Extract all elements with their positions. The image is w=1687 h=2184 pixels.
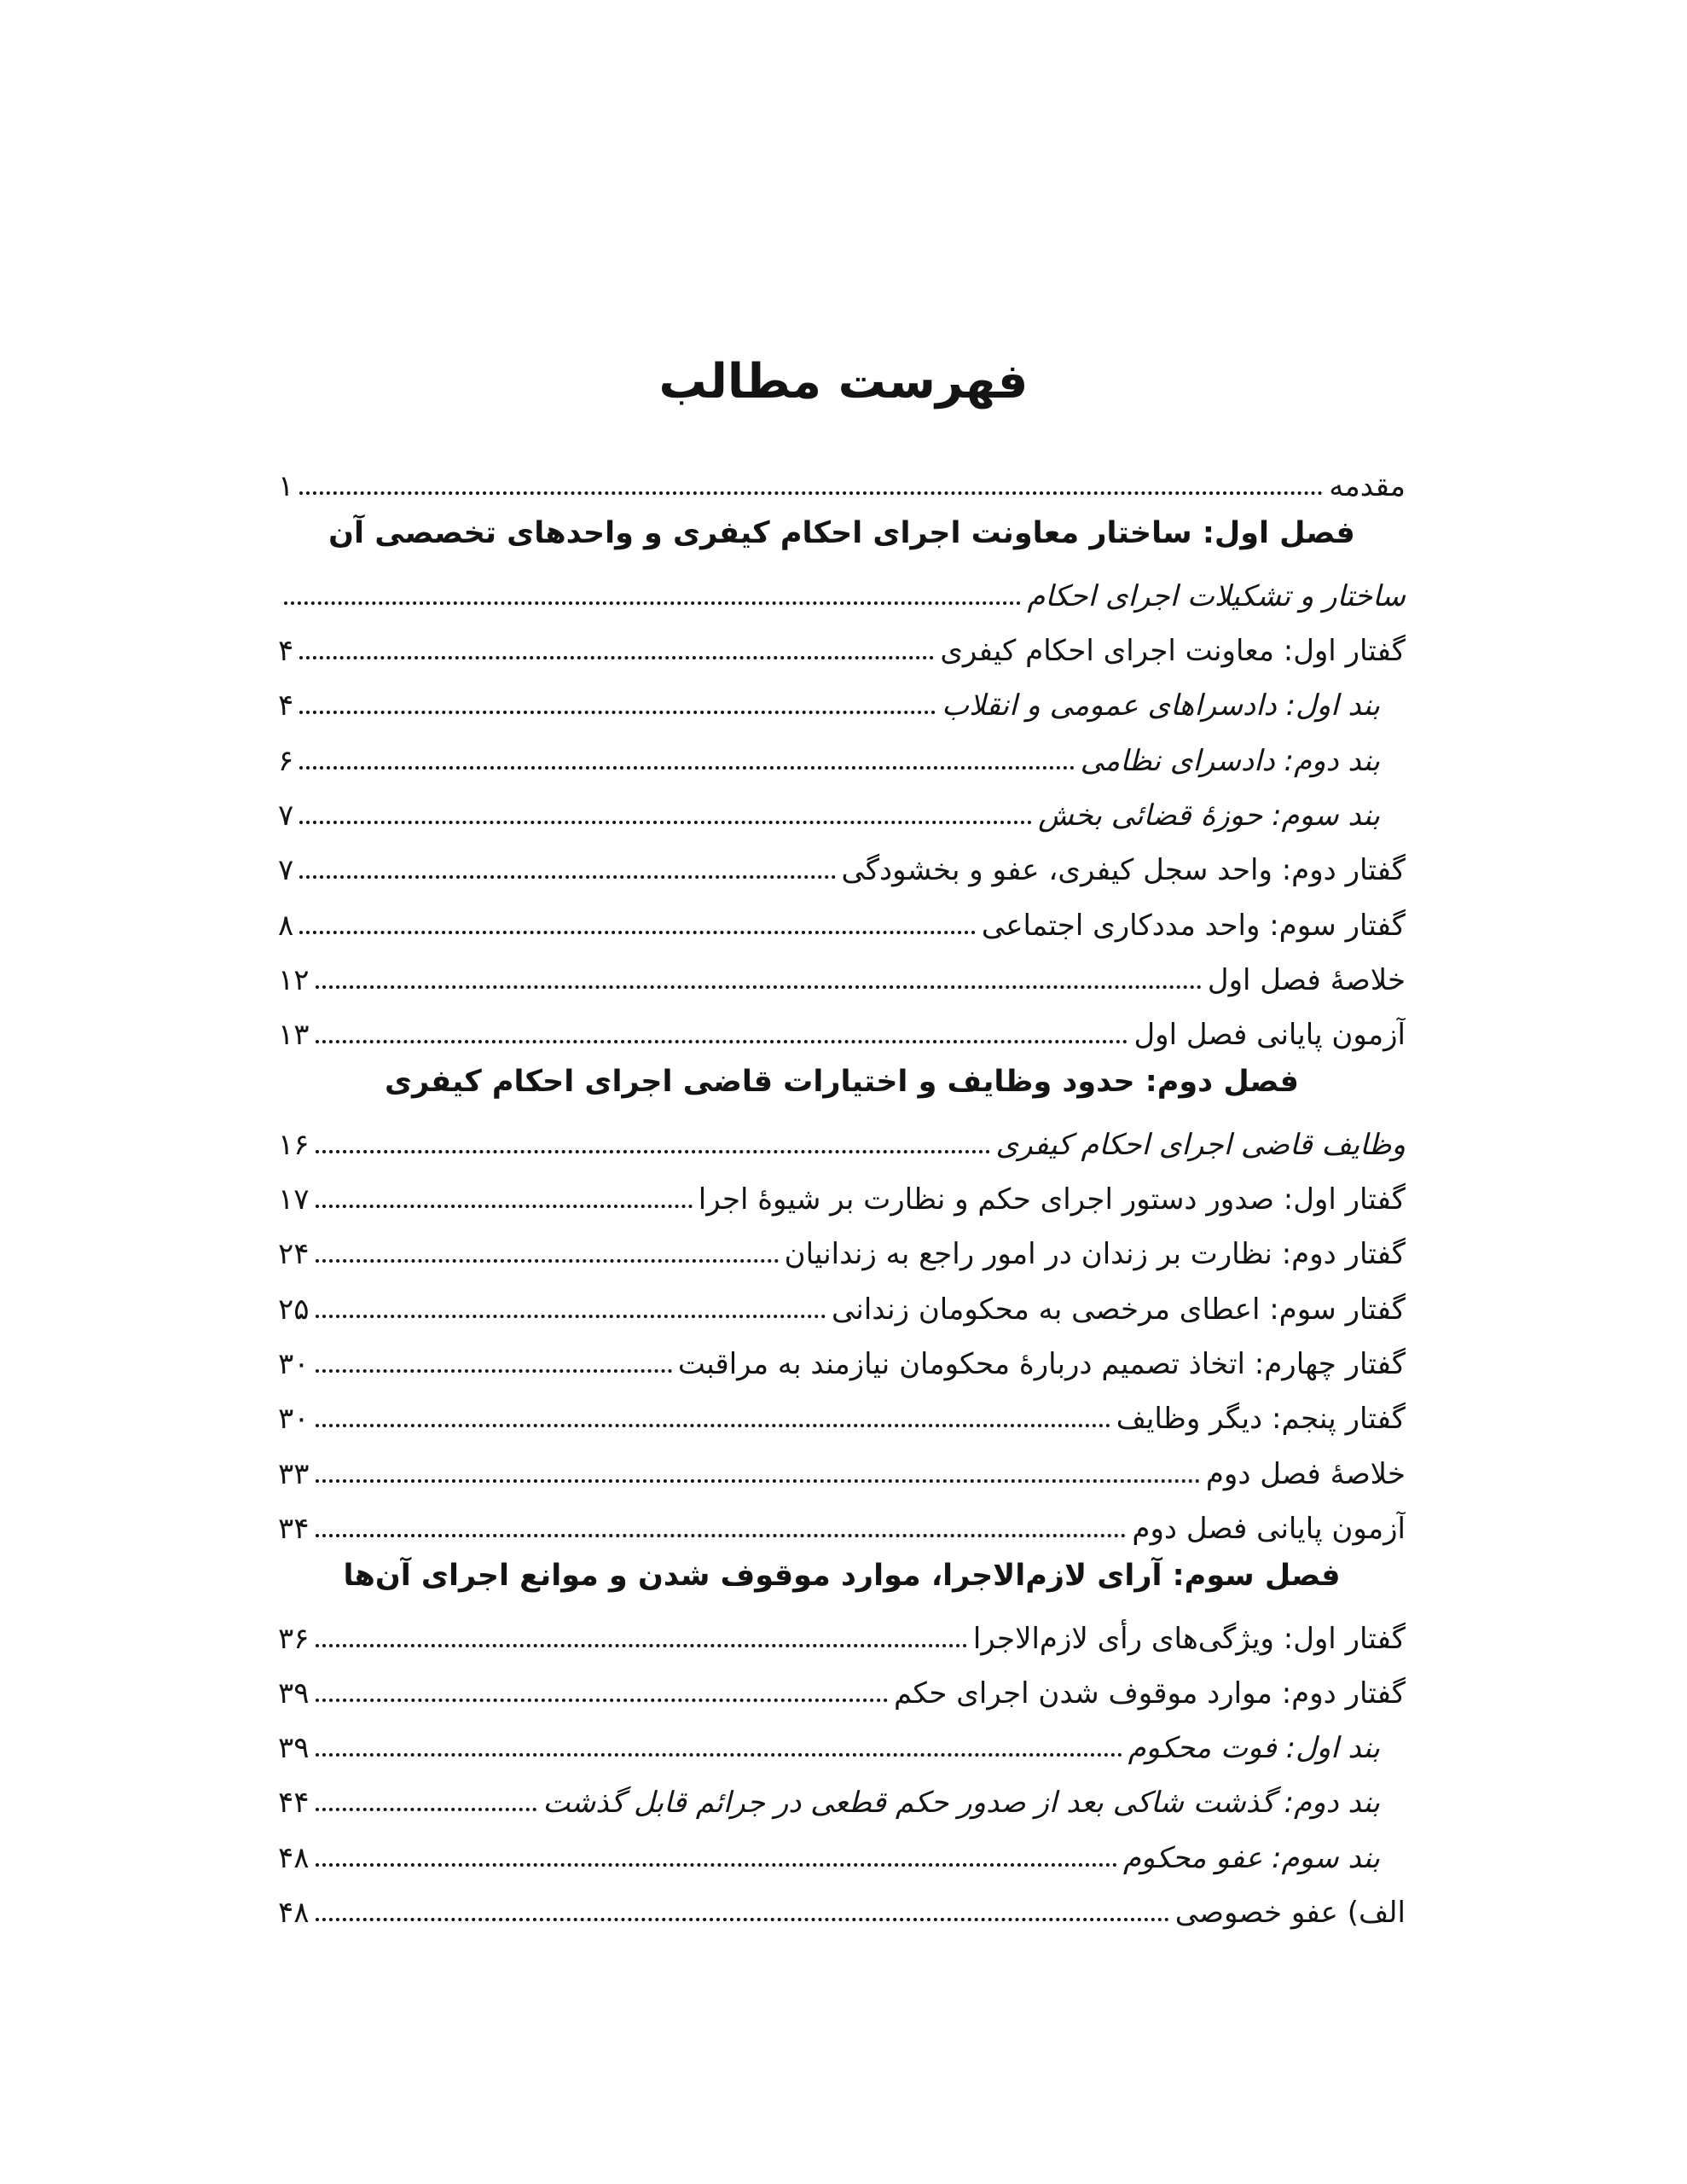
toc-entry-page-number: ۸ [278,908,294,943]
toc-entry-label: آزمون پایانی فصل دوم [1132,1511,1406,1546]
toc-entry [278,1660,1406,1715]
page-title: فهرست مطالب [658,354,1029,410]
toc-entry-page-number: ۳۴ [278,1511,310,1546]
toc-entry [278,563,1406,618]
toc-entry-page-number: ۱ [278,469,294,504]
toc-entry-page-number: ۲۴ [278,1237,310,1272]
toc-entry-page-number: ۷ [278,799,294,834]
toc-entry [278,1385,1406,1440]
toc-entry-label: گفتار سوم: اعطای مرخصی به محکومان زندانی [832,1292,1406,1327]
toc-entry-label: ساختار و تشکیلات اجرای احکام [1027,578,1406,613]
toc-entry-page-number: ۶ [278,743,294,778]
toc-entry [278,1112,1406,1166]
toc-leader-dots [316,1699,889,1702]
toc-entry-label: گفتار اول: ویژگی‌های رأی لازم‌الاجرا [972,1621,1406,1656]
toc-entry-label: الف) عفو خصوصی [1174,1896,1406,1931]
toc-entry-page-number: ۴ [278,688,294,723]
toc-leader-dots [316,1369,672,1373]
toc-entry [278,672,1406,727]
toc-leader-dots [316,1534,1127,1537]
toc-entry-label: وظایف قاضی اجرای احکام کیفری [995,1127,1406,1162]
toc-leader-dots [284,601,1021,605]
toc-leader-dots [316,1315,826,1318]
toc-entry [278,1605,1406,1659]
toc-entry [278,1496,1406,1550]
toc-entry-page-number: ۱۶ [278,1127,310,1162]
toc-entry-page-number: ۳۰ [278,1347,310,1382]
toc-entry [278,1166,1406,1221]
toc-leader-dots [316,1479,1200,1483]
toc-entry [278,1440,1406,1495]
toc-entry [278,782,1406,837]
toc-leader-dots [316,1808,537,1811]
toc-leader-dots [299,931,976,934]
toc-entry [278,947,1406,1002]
toc-entry-label: خلاصهٔ فصل دوم [1205,1456,1406,1491]
toc-entry-page-number: ۳۹ [278,1731,310,1766]
toc-entry-label: گفتار دوم: موارد موقوف شدن اجرای حکم [894,1676,1406,1711]
toc-entry [278,1002,1406,1056]
toc-entry-label: بند اول: دادسراهای عمومی و انقلاب [942,688,1380,723]
toc-entry-page-number: ۴۸ [278,1840,310,1875]
toc-leader-dots [299,821,1032,824]
toc-entry-page-number: ۱۷ [278,1182,310,1217]
toc-entry-label: بند دوم: دادسرای نظامی [1080,743,1380,778]
toc-chapter-heading: فصل اول: ساختار معاونت اجرای احکام کیفری و واحدهای تخصصی آن [328,516,1355,551]
toc-leader-dots [299,875,835,879]
toc-entry [278,892,1406,946]
toc-chapter-heading: فصل دوم: حدود وظایف و اختیارات قاضی اجرای احکام کیفری [385,1065,1299,1100]
toc-leader-dots [316,1424,1110,1427]
toc-entry-label: گفتار پنجم: دیگر وظایف [1116,1402,1406,1437]
toc-entry-page-number: ۴ [278,634,294,669]
toc-entry-label: مقدمه [1329,469,1406,504]
toc-leader-dots [316,1205,693,1208]
toc-entry-page-number: ۳۹ [278,1676,310,1711]
toc-entry-label: بند سوم: عفو محکوم [1122,1840,1380,1875]
toc-entry-page-number: ۴۸ [278,1896,310,1931]
toc-entry [278,1331,1406,1385]
toc-entry [278,837,1406,892]
toc-entry-label: گفتار دوم: واحد سجل کیفری، عفو و بخشودگی [841,853,1406,888]
toc-leader-dots [299,711,936,714]
toc-entry-label: گفتار دوم: نظارت بر زندان در امور راجع به زندانیان [784,1237,1406,1272]
toc-leader-dots [299,656,934,659]
toc-leader-dots [316,1259,779,1263]
toc-entry [278,727,1406,781]
toc-entry [278,1715,1406,1769]
toc-leader-dots [299,766,1074,770]
toc-entry-label: گفتار سوم: واحد مددکاری اجتماعی [981,908,1406,943]
toc-entry [278,1879,1406,1934]
toc-entry-page-number: ۷ [278,853,294,888]
toc-entry-page-number: ۳۳ [278,1456,310,1491]
toc-entry-label: گفتار اول: صدور دستور اجرای حکم و نظارت بر شیوهٔ اجرا [698,1182,1406,1217]
toc-entry-page-number: ۳۶ [278,1621,310,1656]
toc-entry [278,1824,1406,1879]
toc-entry [278,1275,1406,1330]
toc-entry [278,1221,1406,1275]
toc-entry-page-number: ۴۴ [278,1786,310,1821]
toc-leader-dots [316,1644,967,1647]
toc-leader-dots [316,1863,1117,1867]
toc-entry-label: خلاصهٔ فصل اول [1207,962,1406,997]
toc-leader-dots [299,491,1323,495]
toc-entry-page-number: ۱۳ [278,1018,310,1053]
toc-entry [278,1769,1406,1824]
toc-list [278,453,1406,1934]
toc-leader-dots [316,1040,1128,1043]
toc-chapter-heading: فصل سوم: آرای لازم‌الاجرا، موارد موقوف شدن و موانع اجرای آن‌ها [343,1558,1341,1593]
toc-leader-dots [316,985,1202,989]
toc-entry-label: آزمون پایانی فصل اول [1133,1018,1406,1053]
toc-entry-page-number: ۳۰ [278,1402,310,1437]
toc-entry-label: بند اول: فوت محکوم [1128,1731,1380,1766]
toc-entry [278,618,1406,672]
toc-entry-label: گفتار چهارم: اتخاذ تصمیم دربارهٔ محکومان نیازمند به مراقبت [677,1347,1406,1382]
toc-entry-label: گفتار اول: معاونت اجرای احکام کیفری [940,634,1406,669]
toc-leader-dots [316,1753,1122,1757]
toc-entry-label: بند دوم: گذشت شاکی بعد از صدور حکم قطعی در جرائم قابل گذشت [542,1786,1380,1821]
toc-leader-dots [316,1918,1169,1921]
toc-entry-page-number: ۱۲ [278,962,310,997]
toc-leader-dots [316,1150,990,1153]
toc-entry-label: بند سوم: حوزهٔ قضائی بخش [1038,799,1380,834]
toc-entry [278,453,1406,508]
toc-entry-page-number: ۲۵ [278,1292,310,1327]
